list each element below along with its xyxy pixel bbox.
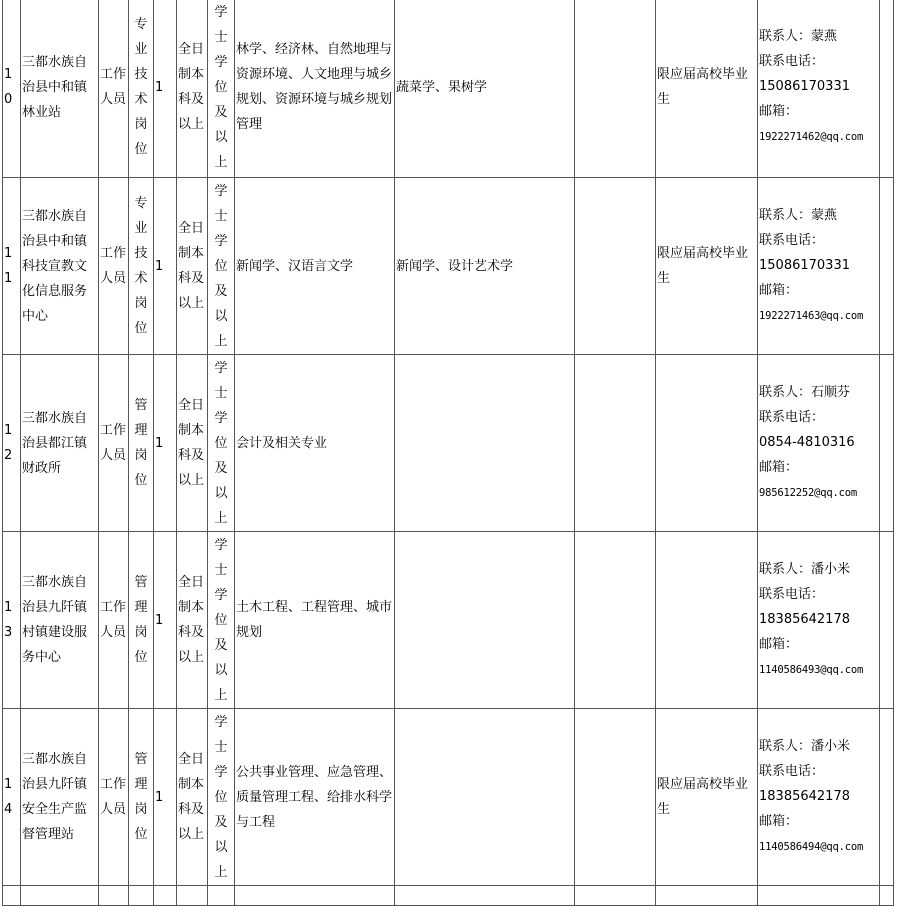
graduate-major: 新闻学、设计艺术学 [395,178,575,355]
staff-category: 工作人员 [99,0,129,178]
contact-name: 石顺芬 [811,385,851,400]
post-type: 管理岗位 [129,709,154,886]
degree-requirement: 学士学位及以上 [208,0,235,178]
other-requirement [575,0,656,178]
table-body [3,0,894,906]
unit-name: 三都水族自治县九阡镇安全生产监督管理站 [21,709,99,886]
recruit-count: 1 [154,709,177,886]
phone-label: 联系电话： [759,54,825,69]
phone-number: 18385642178 [759,612,850,627]
empty-cell [880,886,894,906]
email-address: 1922271462@qq.com [759,131,864,143]
post-type: 管理岗位 [129,532,154,709]
contact-info [758,709,880,886]
recruitment-table [2,0,894,906]
empty-cell [129,886,154,906]
degree-requirement: 学士学位及以上 [208,178,235,355]
education-requirement: 全日制本科及以上 [177,355,208,532]
row-number: 13 [3,532,21,709]
contact-label: 联系人： [759,385,812,400]
trailing-cell [880,355,894,532]
undergraduate-major: 新闻学、汉语言文学 [235,178,395,355]
email-label: 邮箱： [759,460,799,475]
empty-cell [177,886,208,906]
post-type: 专业技术岗位 [129,0,154,178]
contact-name: 潘小米 [811,739,851,754]
unit-name: 三都水族自治县中和镇科技宣教文化信息服务中心 [21,178,99,355]
post-type: 管理岗位 [129,355,154,532]
undergraduate-major: 土木工程、工程管理、城市规划 [235,532,395,709]
applicant-requirement: 限应届高校毕业生 [656,178,758,355]
contact-info [758,178,880,355]
row-number: 14 [3,709,21,886]
empty-cell [154,886,177,906]
email-label: 邮箱： [759,814,799,829]
contact-label: 联系人： [759,208,812,223]
applicant-requirement [656,355,758,532]
phone-number: 0854-4810316 [759,435,855,450]
table-row [3,709,894,886]
staff-category: 工作人员 [99,178,129,355]
phone-label: 联系电话： [759,233,825,248]
empty-cell [656,886,758,906]
contact-name: 潘小米 [811,562,851,577]
phone-number: 18385642178 [759,789,850,804]
table-row [3,178,894,355]
applicant-requirement [656,532,758,709]
applicant-requirement: 限应届高校毕业生 [656,709,758,886]
contact-name: 蒙燕 [811,29,838,44]
table-row [3,886,894,906]
empty-cell [395,886,575,906]
email-address: 1140586493@qq.com [759,664,864,676]
other-requirement [575,355,656,532]
degree-requirement: 学士学位及以上 [208,709,235,886]
unit-name: 三都水族自治县九阡镇村镇建设服务中心 [21,532,99,709]
undergraduate-major: 会计及相关专业 [235,355,395,532]
contact-label: 联系人： [759,562,812,577]
table-row [3,532,894,709]
graduate-major [395,709,575,886]
table-row [3,0,894,178]
empty-cell [21,886,99,906]
recruit-count: 1 [154,0,177,178]
empty-cell [3,886,21,906]
contact-label: 联系人： [759,739,812,754]
phone-label: 联系电话： [759,587,825,602]
unit-name: 三都水族自治县都江镇财政所 [21,355,99,532]
staff-category: 工作人员 [99,532,129,709]
empty-cell [575,886,656,906]
degree-requirement: 学士学位及以上 [208,355,235,532]
recruit-count: 1 [154,178,177,355]
contact-info [758,532,880,709]
graduate-major [395,355,575,532]
contact-info [758,0,880,178]
phone-number: 15086170331 [759,258,850,273]
contact-info [758,355,880,532]
education-requirement: 全日制本科及以上 [177,709,208,886]
other-requirement [575,532,656,709]
contact-label: 联系人： [759,29,812,44]
email-label: 邮箱： [759,283,799,298]
email-address: 985612252@qq.com [759,487,857,499]
unit-name: 三都水族自治县中和镇林业站 [21,0,99,178]
email-label: 邮箱： [759,104,799,119]
staff-category: 工作人员 [99,709,129,886]
phone-number: 15086170331 [759,79,850,94]
row-number: 12 [3,355,21,532]
education-requirement: 全日制本科及以上 [177,0,208,178]
other-requirement [575,178,656,355]
education-requirement: 全日制本科及以上 [177,178,208,355]
recruit-count: 1 [154,355,177,532]
trailing-cell [880,532,894,709]
empty-cell [99,886,129,906]
undergraduate-major: 林学、经济林、自然地理与资源环境、人文地理与城乡规划、资源环境与城乡规划管理 [235,0,395,178]
graduate-major [395,532,575,709]
staff-category: 工作人员 [99,355,129,532]
education-requirement: 全日制本科及以上 [177,532,208,709]
degree-requirement: 学士学位及以上 [208,532,235,709]
recruit-count: 1 [154,532,177,709]
phone-label: 联系电话： [759,764,825,779]
graduate-major: 蔬菜学、果树学 [395,0,575,178]
row-number: 11 [3,178,21,355]
applicant-requirement: 限应届高校毕业生 [656,0,758,178]
email-address: 1922271463@qq.com [759,310,864,322]
phone-label: 联系电话： [759,410,825,425]
empty-cell [235,886,395,906]
trailing-cell [880,709,894,886]
email-address: 1140586494@qq.com [759,841,864,853]
table-row [3,355,894,532]
other-requirement [575,709,656,886]
empty-cell [758,886,880,906]
contact-name: 蒙燕 [811,208,838,223]
post-type: 专业技术岗位 [129,178,154,355]
trailing-cell [880,178,894,355]
empty-cell [208,886,235,906]
undergraduate-major: 公共事业管理、应急管理、质量管理工程、给排水科学与工程 [235,709,395,886]
email-label: 邮箱： [759,637,799,652]
trailing-cell [880,0,894,178]
row-number: 10 [3,0,21,178]
